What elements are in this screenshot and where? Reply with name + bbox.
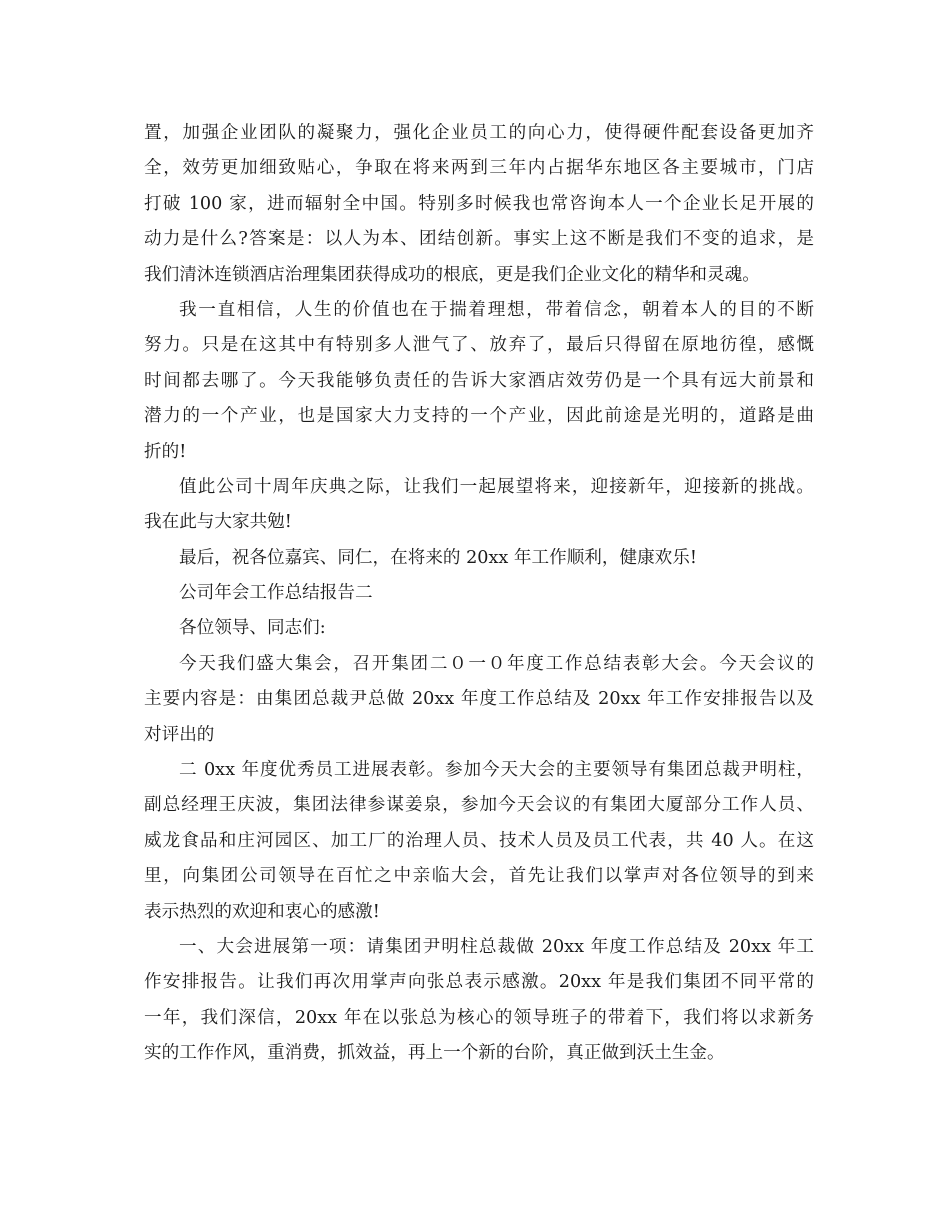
- text-line: 全，效劳更加细致贴心，争取在将来两到三年内占据华东地区各主要城市，门店: [144, 158, 814, 179]
- text-line: 打破 100 家，进而辐射全中国。特别多时候我也常咨询本人一个企业长足开展的: [144, 193, 814, 214]
- text-line: 我在此与大家共勉!: [144, 512, 292, 533]
- text-line: 时间都去哪了。今天我能够负责任的告诉大家酒店效劳仍是一个具有远大前景和: [144, 370, 814, 391]
- text-line: 各位领导、同志们:: [179, 618, 326, 639]
- text-line: 动力是什么?答案是：以人为本、团结创新。事实上这不断是我们不变的追求，是: [144, 229, 814, 250]
- text-line: 实的工作作风，重消费，抓效益，再上一个新的台阶，真正做到沃土生金。: [144, 1043, 725, 1064]
- paragraph: [144, 647, 814, 753]
- paragraph: [144, 753, 814, 930]
- paragraph: [144, 116, 814, 293]
- paragraph: [144, 470, 814, 541]
- text-line: 副总经理王庆波，集团法律参谋姜泉，参加今天会议的有集团大厦部分工作人员、: [144, 795, 814, 816]
- text-line: 今天我们盛大集会，召开集团二０一０年度工作总结表彰大会。今天会议的: [179, 653, 814, 674]
- text-line: 威龙食品和庄河园区、加工厂的治理人员、技术人员及员工代表，共 40 人。在这: [144, 830, 814, 851]
- text-line: 折的!: [144, 441, 187, 462]
- salutation: [144, 611, 814, 646]
- text-line: 作安排报告。让我们再次用掌声向张总表示感激。20xx 年是我们集团不同平常的: [144, 972, 814, 993]
- text-line: 置，加强企业团队的凝聚力，强化企业员工的向心力，使得硬件配套设备更加齐: [144, 123, 814, 143]
- text-line: 二 0xx 年度优秀员工进展表彰。参加今天大会的主要领导有集团总裁尹明柱，: [179, 760, 814, 781]
- text-line: 我一直相信，人生的价值也在于揣着理想，带着信念，朝着本人的目的不断: [179, 299, 814, 320]
- document-body: [144, 116, 814, 1072]
- text-line: 值此公司十周年庆典之际，让我们一起展望将来，迎接新年，迎接新的挑战。: [179, 476, 814, 497]
- text-line: 表示热烈的欢迎和衷心的感激!: [144, 901, 380, 922]
- text-line: 一年，我们深信，20xx 年在以张总为核心的领导班子的带着下，我们将以求新务: [144, 1007, 814, 1028]
- text-line: 最后，祝各位嘉宾、同仁，在将来的 20xx 年工作顺利，健康欢乐!: [179, 547, 697, 568]
- text-line: 一、大会进展第一项：请集团尹明柱总裁做 20xx 年度工作总结及 20xx 年工: [179, 936, 814, 957]
- section-heading: [144, 576, 814, 611]
- text-line: 努力。只是在这其中有特别多人泄气了、放弃了，最后只得留在原地彷徨，感慨: [144, 335, 814, 356]
- text-line: 公司年会工作总结报告二: [179, 583, 373, 604]
- paragraph: [144, 541, 814, 576]
- text-line: 主要内容是：由集团总裁尹总做 20xx 年度工作总结及 20xx 年工作安排报告以及: [144, 689, 814, 710]
- text-line: 里，向集团公司领导在百忙之中亲临大会，首先让我们以掌声对各位领导的到来: [144, 866, 814, 887]
- paragraph: [144, 293, 814, 470]
- text-line: 对评出的: [144, 724, 215, 745]
- text-line: 潜力的一个产业，也是国家大力支持的一个产业，因此前途是光明的，道路是曲: [144, 406, 814, 427]
- text-line: 我们清沐连锁酒店治理集团获得成功的根底，更是我们企业文化的精华和灵魂。: [144, 264, 760, 285]
- paragraph: [144, 930, 814, 1072]
